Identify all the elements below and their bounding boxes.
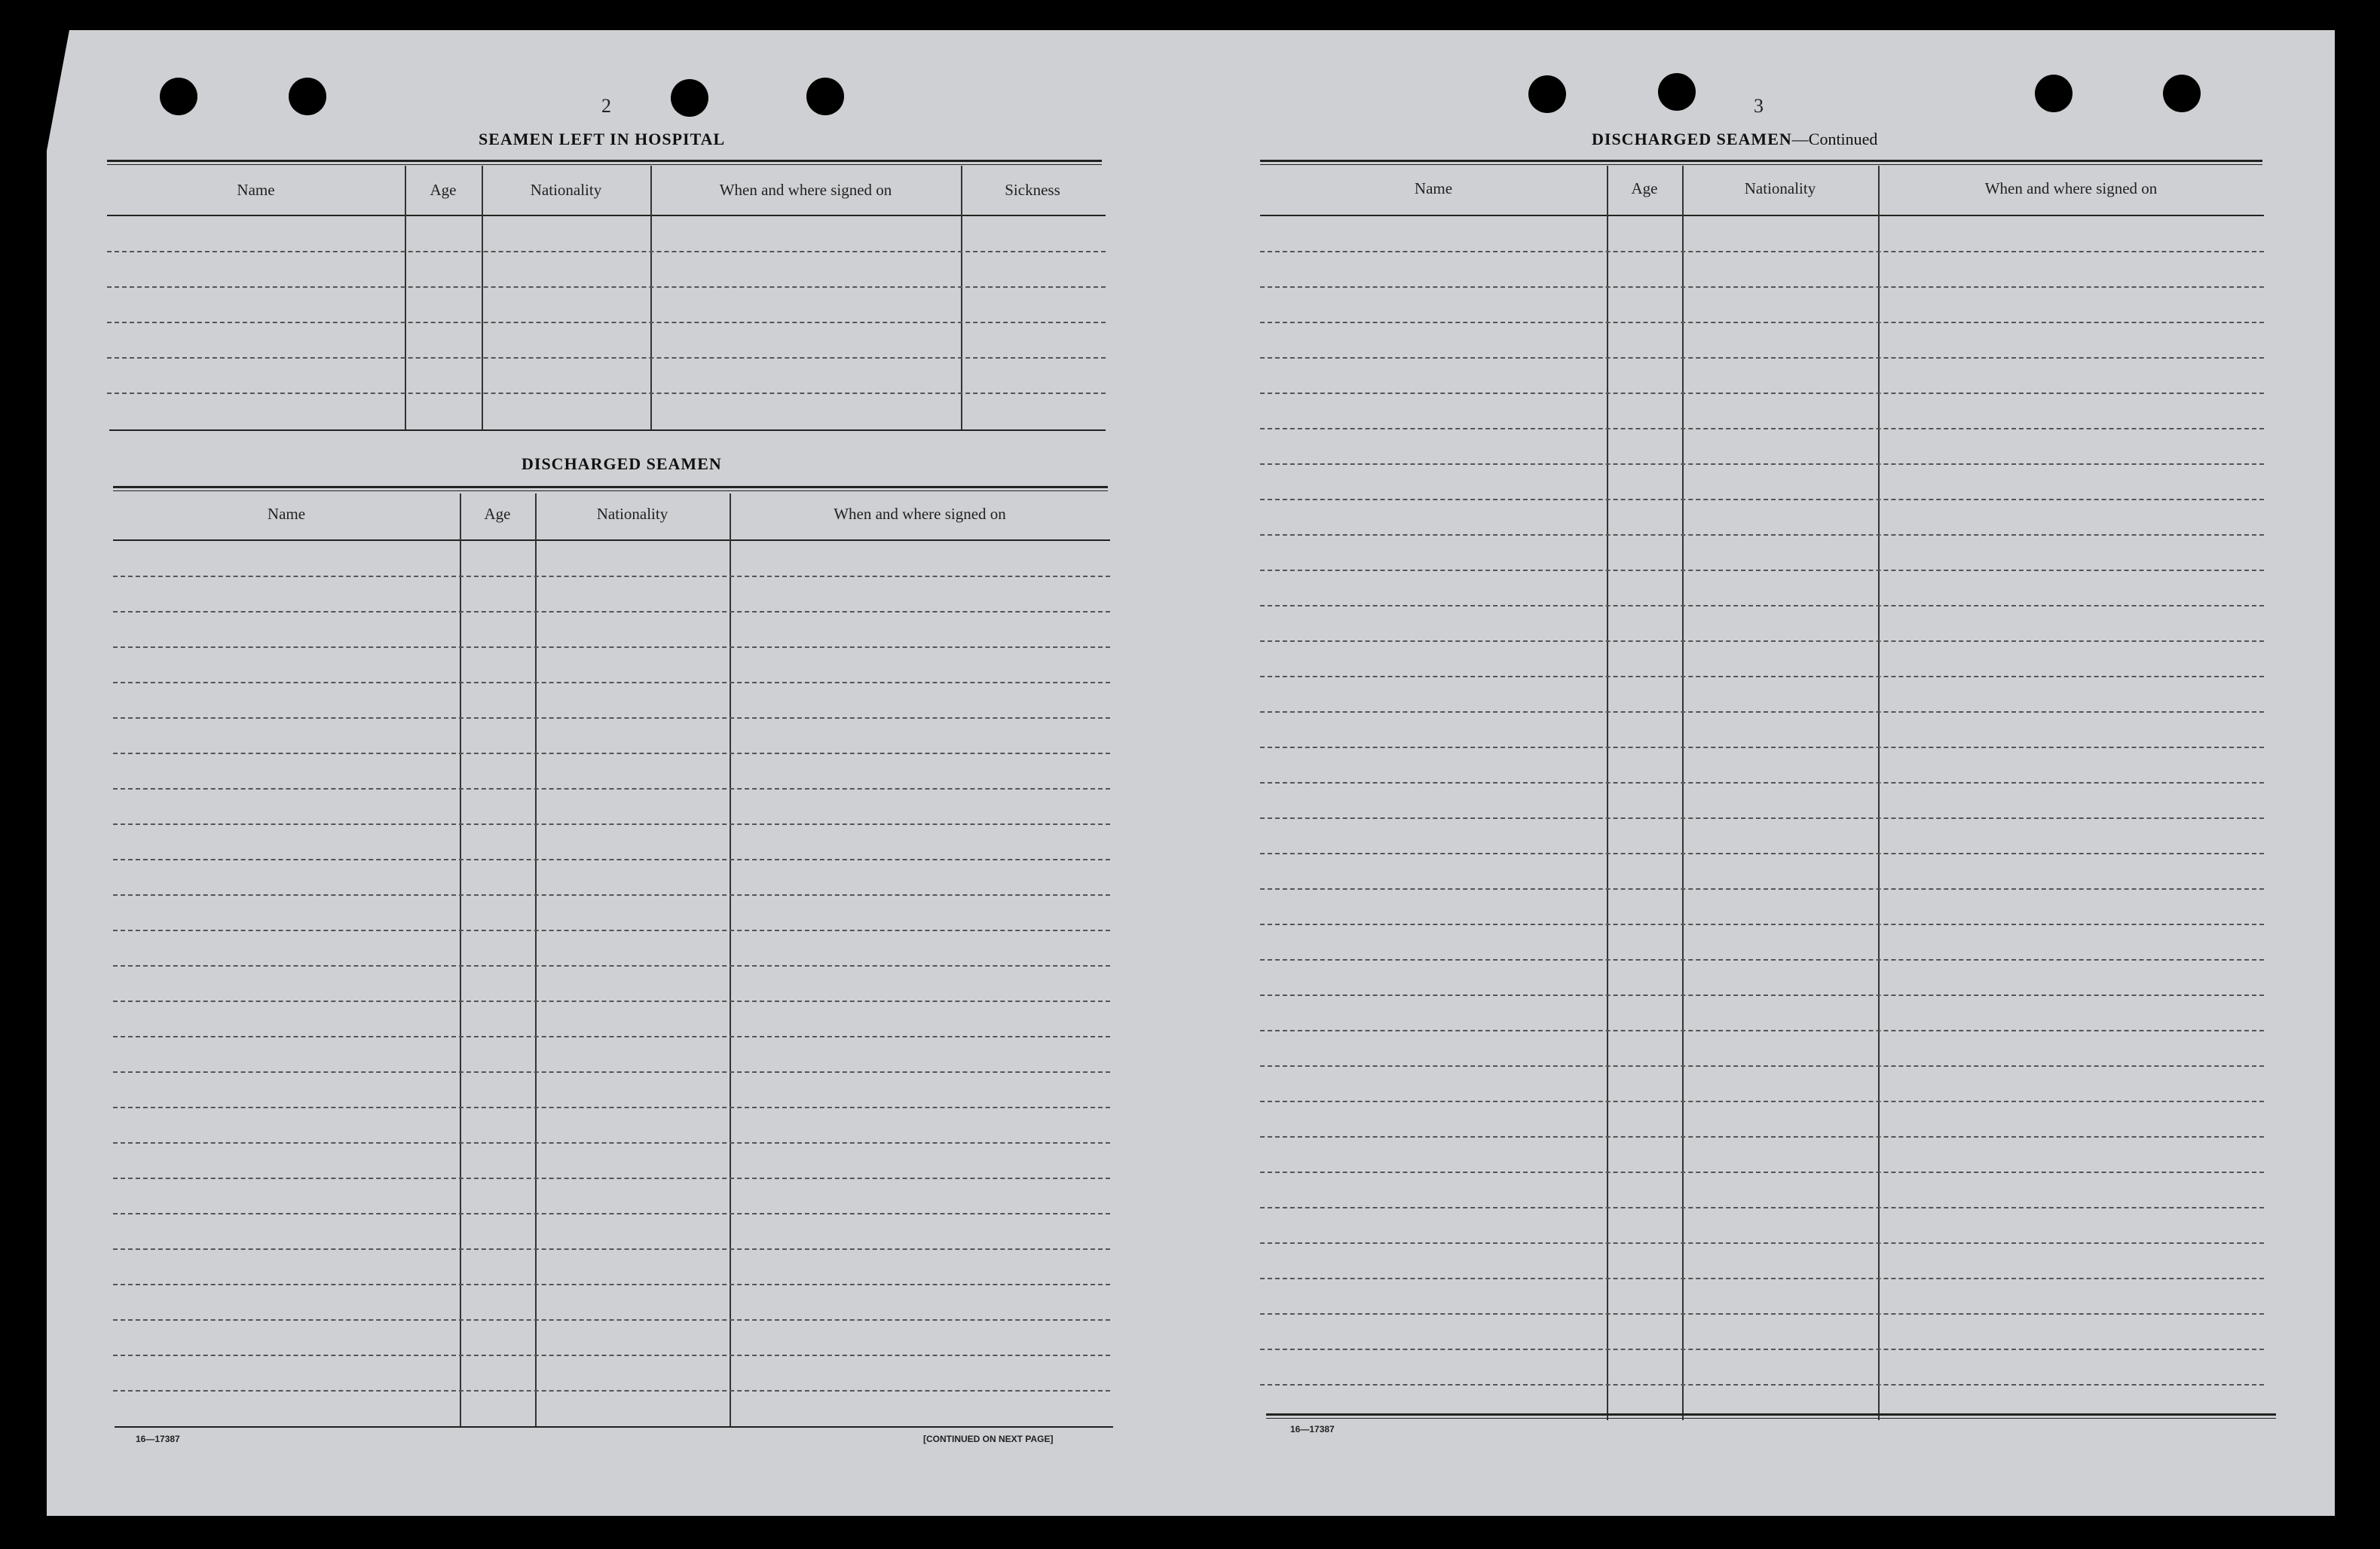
hospital-row-line — [107, 393, 1106, 394]
right-col-nationality: Nationality — [1744, 179, 1816, 197]
hospital-section-title: SEAMEN LEFT IN HOSPITAL — [479, 130, 726, 148]
table-row-line — [1260, 1384, 2264, 1386]
discharged-col-signed-on: When and where signed on — [834, 505, 1006, 523]
punch-hole-icon — [2035, 75, 2073, 112]
table-row-line — [113, 965, 1110, 967]
hospital-col-name: Name — [237, 181, 275, 199]
right-col-signed-on: When and where signed on — [1984, 179, 2158, 197]
table-row-line — [1260, 1207, 2264, 1208]
punch-hole-icon — [289, 78, 326, 115]
hospital-col-divider — [961, 166, 962, 429]
discharged-table-top-rule — [113, 486, 1108, 491]
page-number-right: 3 — [1754, 95, 1764, 117]
right-section-title-continued: —Continued — [1791, 130, 1878, 148]
right-section-title — [1592, 130, 1877, 149]
hospital-col-divider — [405, 166, 406, 429]
table-row-line — [1260, 747, 2264, 748]
table-row-line — [1260, 1172, 2264, 1173]
table-row-line — [113, 788, 1110, 790]
table-row-line — [113, 1001, 1110, 1002]
table-row-line — [1260, 534, 2264, 536]
table-row-line — [1260, 605, 2264, 606]
table-row-line — [113, 646, 1110, 648]
table-row-line — [113, 753, 1110, 754]
table-row-line — [1260, 817, 2264, 819]
right-col-divider — [1682, 166, 1684, 1420]
hospital-col-signed-on: When and where signed on — [719, 181, 892, 199]
hospital-col-sickness: Sickness — [1005, 181, 1060, 199]
table-row-line — [113, 1036, 1110, 1037]
hospital-row-line — [107, 322, 1106, 323]
hospital-header-rule — [107, 215, 1106, 216]
table-row-line — [1260, 711, 2264, 713]
table-row-line — [113, 1390, 1110, 1392]
table-row-line — [1260, 1030, 2264, 1031]
punch-hole-icon — [806, 78, 844, 115]
table-row-line — [113, 1071, 1110, 1073]
table-row-line — [113, 1319, 1110, 1321]
table-row-line — [1260, 853, 2264, 854]
right-table-top-rule — [1260, 160, 2262, 165]
discharged-col-divider — [460, 493, 461, 1426]
discharged-col-divider — [730, 493, 731, 1426]
discharged-bottom-rule — [115, 1426, 1113, 1428]
discharged-col-divider — [535, 493, 537, 1426]
table-row-line — [1260, 1101, 2264, 1102]
hospital-bottom-rule — [109, 429, 1106, 431]
table-row-line — [1260, 463, 2264, 465]
table-row-line — [1260, 393, 2264, 394]
page-number-left: 2 — [601, 95, 611, 117]
table-row-line — [113, 823, 1110, 825]
hospital-row-line — [107, 251, 1106, 252]
table-row-line — [1260, 1136, 2264, 1138]
table-row-line — [113, 1248, 1110, 1250]
right-col-divider — [1607, 166, 1608, 1420]
table-row-line — [1260, 640, 2264, 642]
table-row-line — [1260, 924, 2264, 925]
punch-hole-icon — [2163, 75, 2201, 112]
punch-hole-icon — [671, 79, 708, 117]
table-row-line — [1260, 357, 2264, 359]
table-row-line — [1260, 1242, 2264, 1244]
table-row-line — [1260, 1313, 2264, 1315]
discharged-col-nationality: Nationality — [596, 505, 668, 523]
table-row-line — [1260, 676, 2264, 677]
hospital-row-line — [107, 357, 1106, 359]
table-row-line — [1260, 994, 2264, 996]
table-row-line — [1260, 959, 2264, 961]
table-row-line — [113, 1213, 1110, 1214]
right-col-name: Name — [1414, 179, 1453, 197]
punch-hole-icon — [1528, 75, 1566, 113]
discharged-col-age: Age — [484, 505, 511, 523]
table-row-line — [113, 1284, 1110, 1285]
right-header-rule — [1260, 215, 2264, 216]
discharged-header-rule — [113, 539, 1110, 541]
table-row-line — [1260, 499, 2264, 500]
table-row-line — [1260, 782, 2264, 784]
table-row-line — [1260, 322, 2264, 323]
table-row-line — [113, 1355, 1110, 1356]
table-row-line — [113, 576, 1110, 577]
hospital-col-nationality: Nationality — [530, 181, 602, 199]
form-number-right: 16—17387 — [1290, 1424, 1335, 1434]
hospital-table-top-rule — [107, 160, 1102, 165]
table-row-line — [113, 1142, 1110, 1144]
table-row-line — [1260, 1065, 2264, 1067]
form-number-left: 16—17387 — [136, 1434, 180, 1444]
hospital-col-divider — [482, 166, 483, 429]
table-row-line — [113, 930, 1110, 931]
form-sheet — [47, 30, 2335, 1516]
table-row-line — [113, 1107, 1110, 1108]
right-bottom-rule — [1266, 1413, 2276, 1419]
table-row-line — [1260, 888, 2264, 890]
table-row-line — [1260, 1349, 2264, 1350]
punch-hole-icon — [160, 78, 197, 115]
discharged-col-name: Name — [267, 505, 306, 523]
table-row-line — [113, 717, 1110, 719]
table-row-line — [1260, 286, 2264, 288]
table-row-line — [113, 894, 1110, 896]
table-row-line — [113, 859, 1110, 860]
table-row-line — [113, 1178, 1110, 1179]
punch-hole-icon — [1658, 73, 1696, 111]
right-section-title-main: DISCHARGED SEAMEN — [1592, 130, 1792, 148]
table-row-line — [113, 611, 1110, 613]
hospital-col-age: Age — [430, 181, 457, 199]
table-row-line — [1260, 1278, 2264, 1279]
hospital-col-divider — [650, 166, 652, 429]
discharged-section-title: DISCHARGED SEAMEN — [522, 454, 722, 473]
hospital-row-line — [107, 286, 1106, 288]
table-row-line — [1260, 251, 2264, 252]
right-col-divider — [1878, 166, 1880, 1420]
table-row-line — [1260, 570, 2264, 571]
continued-note: [CONTINUED ON NEXT PAGE] — [923, 1434, 1054, 1444]
table-row-line — [1260, 428, 2264, 429]
right-col-age: Age — [1631, 179, 1658, 197]
table-row-line — [113, 682, 1110, 683]
